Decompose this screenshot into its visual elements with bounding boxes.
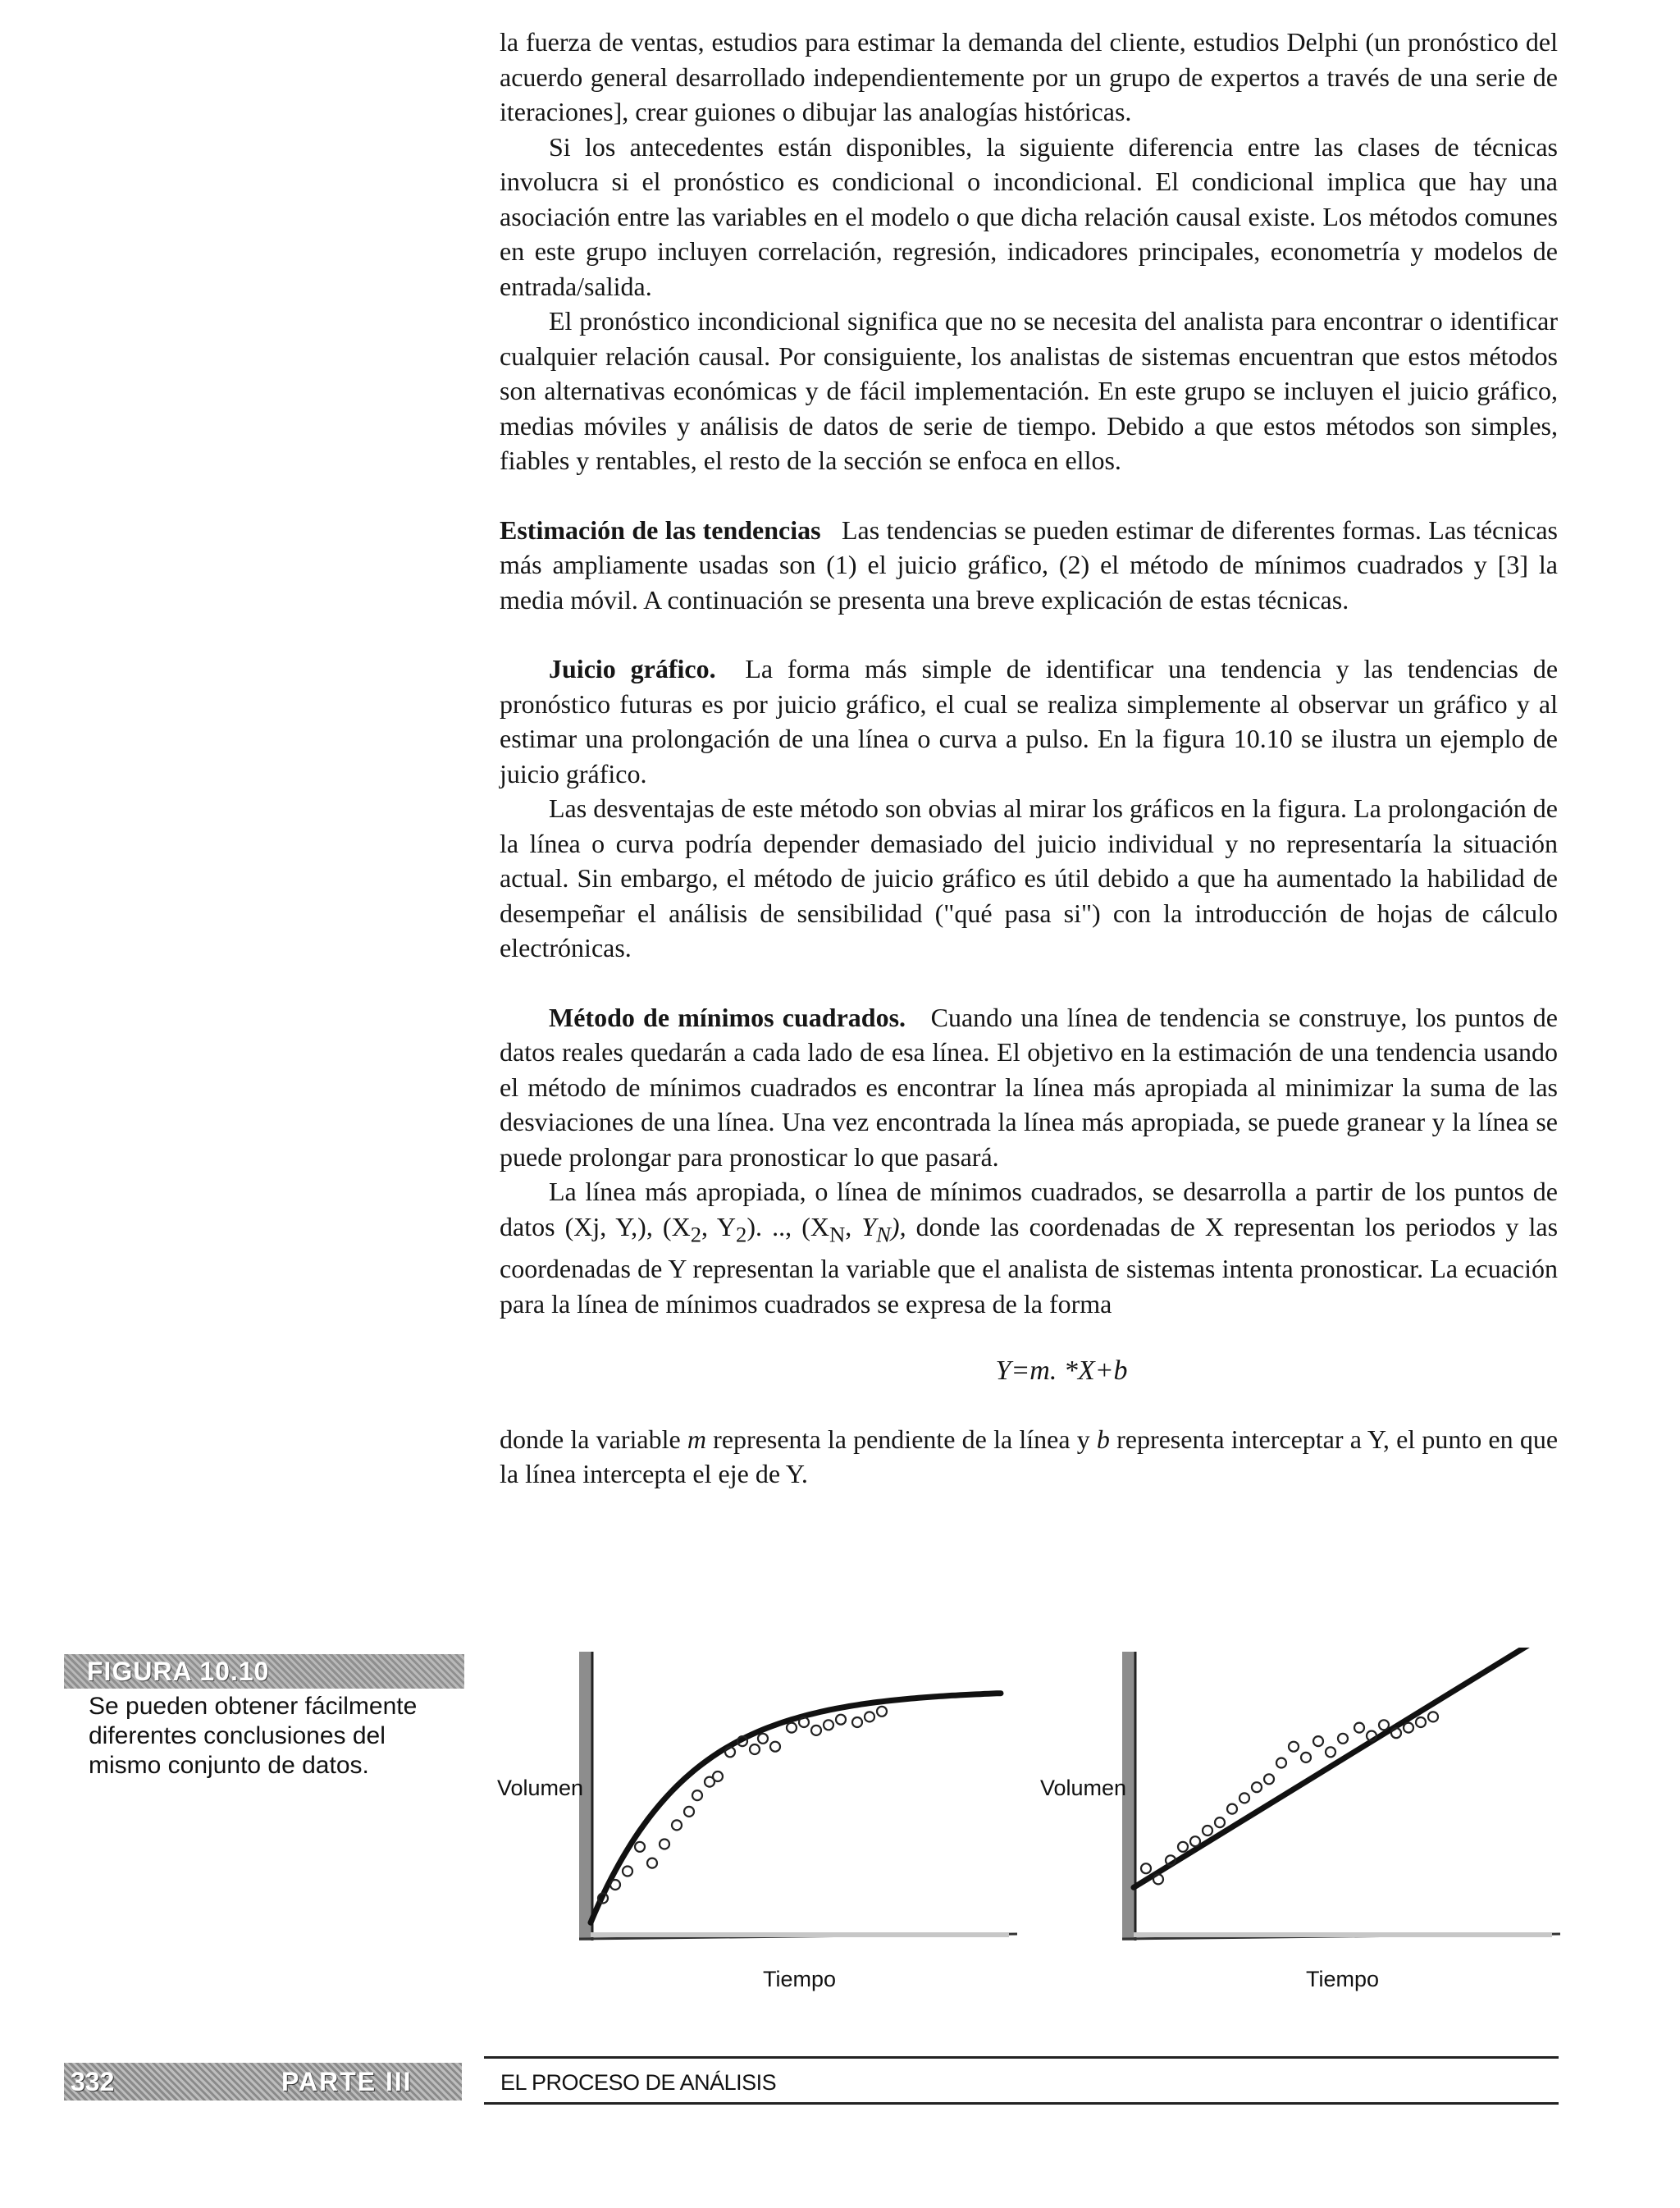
data-point [635,1842,645,1852]
data-point [770,1742,780,1752]
data-point [1190,1836,1200,1846]
part-label: PARTE III [281,2067,413,2096]
data-point [1153,1874,1163,1884]
data-point [824,1720,833,1730]
data-point [877,1707,887,1717]
data-point [1178,1842,1188,1852]
data-point [750,1744,760,1754]
data-point [1379,1720,1389,1730]
x-axis-label: Tiempo [1306,1967,1380,1991]
figure-label: FIGURA 10.10 [64,1654,464,1689]
data-point [1264,1774,1274,1784]
paragraph [500,1422,1558,1492]
data-point [692,1790,702,1800]
data-point [1276,1758,1286,1768]
subscript: 2 [690,1221,702,1246]
paragraph: Si los antecedentes están disponibles, la siguiente diferencia entre las clases de técnicas involucra si el pronóstico es condicional o incondicional. El condicional implica que hay una asociación entre las variables en el modelo o que dicha relación causal existe. Los métodos comunes en este grupo incluyen correlación, regresión, indicadores principales, econometría y modelos de entrada/salida. [500,131,1558,301]
data-point [1391,1728,1401,1738]
text-run: Y [861,1211,877,1241]
x-axis-label: Tiempo [763,1967,837,1991]
data-point [1215,1817,1225,1827]
data-point [1289,1742,1299,1752]
data-point [836,1715,846,1725]
data-point [1239,1793,1249,1803]
data-point [1326,1747,1335,1757]
figure-caption: Se pueden obtener fácilmente diferentes conclusiones del mismo conjunto de datos. [89,1693,418,1779]
footer-rule [484,2056,1559,2059]
data-point [610,1880,620,1890]
text-run: , Y [701,1211,737,1241]
text-run: La línea más apropiada, o línea de mínimos cuadrados, se desarrolla a partir de los puntos de datos (Xj, Y,), (X [500,1177,1558,1241]
variable: b [1096,1424,1110,1454]
paragraph: El pronóstico incondicional significa que no se necesita del analista para encontrar o identificar cualquier relación causal. Por consiguiente, los analistas de sistemas encuentran que estos métodos son alternativas económicas y de fácil implementación. En este grupo se incluyen el juicio gráfico, medias móviles y análisis de datos de serie de tiempo. Debido a que estos métodos son simples, fiables y rentables, el resto de la sección se enfoca en ellos. [500,306,1558,475]
data-point [1404,1723,1413,1733]
data-point [811,1726,821,1735]
text-run: ), [890,1211,906,1241]
subsection-heading: Juicio gráfico. [549,654,716,683]
section-heading: Estimación de las tendencias [500,514,821,545]
data-point [1338,1734,1348,1744]
data-point [1227,1804,1237,1814]
paragraph: la fuerza de ventas, estudios para estimar la demanda del cliente, estudios Delphi (un pronóstico del acuerdo general desarrollado independientemente por un grupo de expertos a través de una serie de iteraciones], crear guiones o dibujar las analogías históricas. [500,27,1558,126]
x-axis-band [1134,1932,1552,1937]
data-point [1416,1717,1426,1727]
data-point [1428,1712,1438,1721]
data-point [1252,1782,1262,1792]
text-run: representa interceptar a Y, el punto en que la línea intercepta el eje de Y. [500,1424,1559,1489]
data-point [1354,1723,1364,1733]
data-point [758,1734,768,1744]
footer-tab [64,2063,462,2101]
graphic-judgment-paragraph [500,651,1558,791]
data-point [852,1717,862,1727]
paragraph: Las desventajas de este método son obvias al mirar los gráficos en la figura. La prolongación de la línea o curva podría depender demasiado del juicio individual y no representaría la situación actual. Sin embargo, el método de juicio gráfico es útil debido a que ha aumentado la habilidad de desempeñar el análisis de sensibilidad ("qué pasa si") con la introducción de hojas de cálculo electrónicas. [500,793,1558,962]
body-text [500,25,1558,1492]
data-point [713,1771,723,1781]
x-axis-band [591,1932,1009,1937]
least-squares-paragraph [500,1000,1558,1175]
section-text: Las tendencias se pueden estimar de diferentes formas. Las técnicas más ampliamente usadas son (1) el juicio gráfico, (2) el método de mínimos cuadrados y [3] la media móvil. A continuación se presenta una breve explicación de estas técnicas. [500,514,1558,615]
data-point [684,1807,694,1817]
data-point [647,1858,657,1868]
subsection-heading: Método de mínimos cuadrados. [549,1002,906,1032]
footer-rule [484,2102,1559,2105]
estimation-paragraph [500,513,1558,618]
text-run: , [845,1211,862,1241]
text-run: representa la pendiente de la línea y [706,1424,1097,1454]
text-run: ). .., (X [746,1211,829,1241]
chart-linear-fit [1035,1648,1577,2033]
data-point [1313,1736,1323,1746]
equation: Y=m. *X+b [995,1355,1128,1387]
text-run: donde las coordenadas de X representan los periodos y las coordenadas de Y representan la variable que el analista de sistemas intenta pronosticar. La ecuación para la línea de mínimos cuadrados se expresa de la forma [500,1211,1559,1319]
footer-section-title: EL PROCESO DE ANÁLISIS [500,2070,777,2095]
y-axis-label: Volumen [1040,1776,1127,1800]
data-point [1141,1863,1151,1873]
y-axis-label: Volumen [497,1776,584,1800]
subsection-text: Cuando una línea de tendencia se construye, los puntos de datos reales quedarán a cada lado de esa línea. El objetivo en la estimación de una tendencia usando el método de mínimos cuadrados es encontrar la línea más apropiada al minimizar la suma de las desviaciones de una línea. Una vez encontrada la línea más apropiada, se puede granear y la línea se puede prolongar para pronosticar lo que pasará. [500,1002,1559,1172]
data-point [672,1820,682,1830]
subscript: N [876,1221,891,1246]
data-point [787,1723,797,1733]
text-run: donde la variable [500,1424,687,1454]
chart-curve-fit [492,1648,1034,2033]
page-number: 332 [71,2067,115,2096]
data-point [660,1840,669,1849]
trend-line [1134,1648,1544,1887]
data-point [1203,1826,1212,1835]
subscript: 2 [736,1221,747,1246]
data-point [623,1867,632,1877]
subsection-text: La forma más simple de identificar una tendencia y las tendencias de pronóstico futuras es por juicio gráfico, el cual se realiza simplemente al observar un gráfico y al estimar una prolongación de una línea o curva a pulso. En la figura 10.10 se ilustra un ejemplo de juicio gráfico. [500,654,1559,789]
data-point [865,1712,874,1721]
subscript: N [829,1221,846,1246]
paragraph [500,1174,1558,1321]
data-point [1301,1753,1311,1762]
variable: m [687,1424,706,1454]
